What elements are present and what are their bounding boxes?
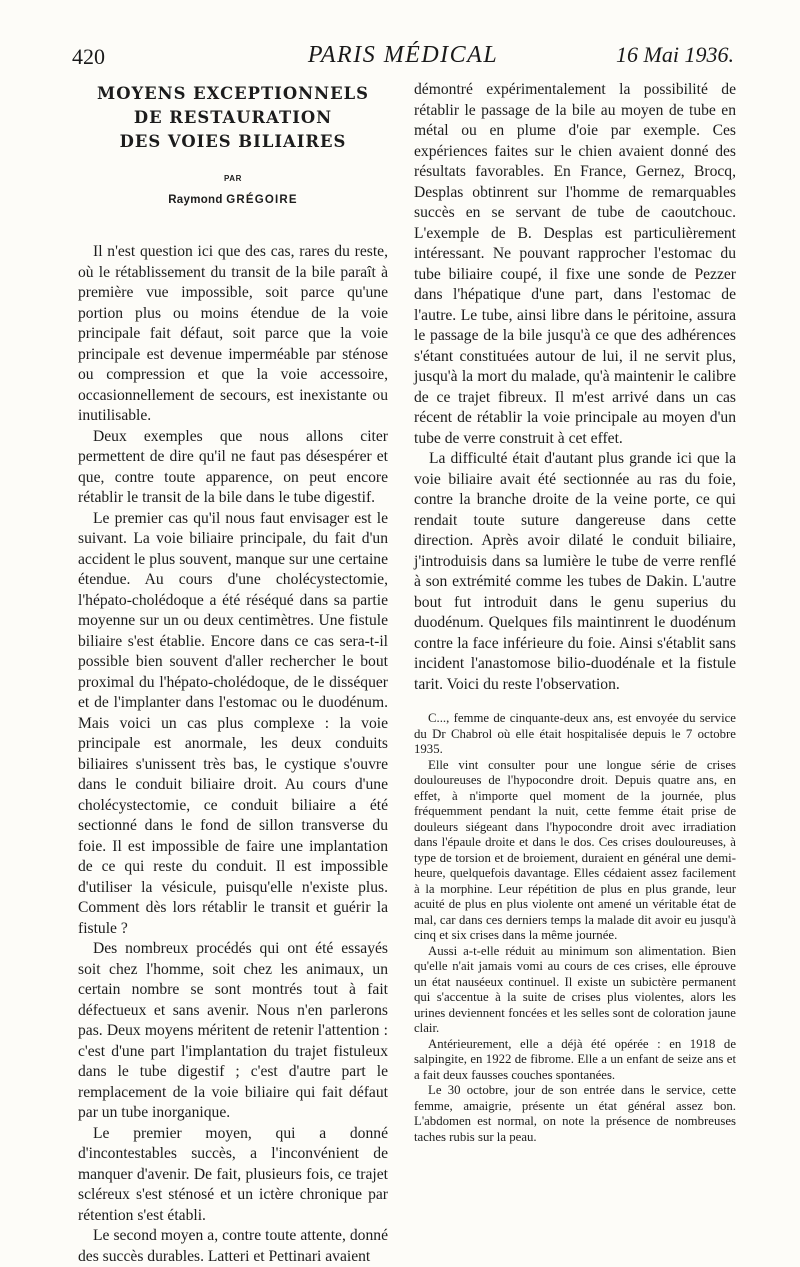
observation-paragraph: Aussi a-t-elle réduit au minimum son alimentation. Bien qu'elle n'ait jamais vomi au cours de ces crises, elle éprouve un état nauséeux continuel. Il existe un subictère permanent qui s'accentue à la suite de crises plus violentes, alors les urines deviennent foncées et les selles sont de coloration jaune clair. [414,943,736,1035]
page-number: 420 [72,44,105,69]
issue-date: 16 Mai 1936. [616,42,734,67]
body-paragraph: Le premier cas qu'il nous faut envisager est le suivant. La voie biliaire principale, du fait d'un accident le plus souvent, manque sur une certaine étendue. Au cours d'une cholécystectomie, l'hépato-cholédoque a été réséqué dans sa partie moyenne sur un ou deux centimètres. Une fistule biliaire s'est établie. Encore dans ce cas sera-t-il possible bien souvent d'aller rechercher le bout proximal du l'hépato-cholédoque, de le disséquer et de l'implanter dans l'estomac ou le duodénum. Mais voici un cas plus complexe : la voie principale est anormale, les deux conduits biliaires s'unissent très bas, le cystique s'ouvre dans le conduit biliaire droit. Au cours d'une cholécystectomie, ce conduit biliaire a été sectionné dans le fond de sillon transverse du foie. Il est impossible de faire une implantation de ce qui reste du conduit. Il est impossible d'utiliser la vésicule, puisqu'elle n'existe plus. Comment dès lors rétablir le transit et guérir la fistule ? [78,509,388,937]
byline-par: PAR [223,174,243,183]
author [78,194,388,206]
observation-paragraph: Antérieurement, elle a déjà été opérée : en 1918 de salpingite, en 1922 de fibrome. Elle a un enfant de seize ans et a fait deux fausses couches spontanées. [414,1036,736,1082]
title-line: DES VOIES BILIAIRES [119,132,347,151]
page-header [72,42,734,72]
body-paragraph: La difficulté était d'autant plus grande ici que la voie biliaire avait été sectionnée au ras du foie, contre la branche droite de la veine porte, ce qui rendait toute suture dangereuse dans cette direction. Après avoir dilaté le conduit biliaire, j'introduisis dans sa lumière le tube de verre renflé à son extrémité comme les tubes de Dakin. L'autre bout fut introduit dans le genu superius du duodénum. Quelques fils maintinrent le duodénum contre la face inférieure du foie. Ainsi s'établit sans incident l'anastomose bilio-duodénale et la fistule tarit. Voici du reste l'observation. [414,450,736,693]
body-paragraph: Deux exemples que nous allons citer permettent de dire qu'il ne faut pas désespérer et que, contre toute apparence, on peut encore rétablir le transit de la bile dans le tube digestif. [78,427,388,506]
observation [414,711,736,1145]
body-paragraph-continued: Le second moyen a, contre toute attente, donné des succès durables. Latteri et Pettinari avaient [78,1227,388,1265]
author-last-name: GRÉGOIRE [226,194,298,206]
observation-paragraph: Elle vint consulter pour une longue série de crises douloureuses de l'hypocondre droit. Depuis quatre ans, en effet, à n'importe quel moment de la journée, plus fréquemment pendant la nuit, cette femme était prise de douleurs siégeant dans l'hypocondre droit avec irradiation dans l'épaule droite et dans le dos. Ces crises douloureuses, à type de torsion et de broiement, duraient en général une demi-heure, quelquefois davantage. Elles cédaient assez facilement à la morphine. Leur répétition de plus en plus grande, leur acuité de plus en plus violente ont amené un véritable état de mal, car dans ces derniers temps la malade dit avoir eu jusqu'à cinq et six crises dans la même journée. [414,757,736,942]
body-paragraph-continuation: démontré expérimentalement la possibilité de rétablir le passage de la bile au moyen de tube en métal ou en plume d'oie par exemple. Ces expériences faites sur le chien avaient donné des résultats favorables. En France, Gernez, Brocq, Desplas obtinrent sur l'homme de remarquables succès en se servant de tube de caoutchouc. L'exemple de B. Desplas est particulièrement intéressant. Ne pouvant rapprocher l'estomac du tube biliaire coupé, il fixe une sonde de Pezzer dans l'hépatique d'une part, dans l'estomac de l'autre. Le tube, ainsi libre dans le péritoine, assura le passage de la bile jusqu'à ce que des adhérences s'étant constituées autour de lui, il ne servit plus, jusqu'à la mort du malade, qu'à maintenir le calibre de ce trajet fibreux. Il m'est arrivé dans un cas récent de rétablir la voie principale au moyen d'un tube de verre construit à cet effet. [414,81,736,447]
body-paragraph: Le premier moyen, qui a donné d'incontestables succès, a l'inconvénient de manquer d'avenir. De fait, plusieurs fois, ce trajet scléreux s'est sténosé et un ictère chronique par rétention s'est établi. [78,1124,388,1224]
observation-paragraph: C..., femme de cinquante-deux ans, est envoyée du service du Dr Chabrol où elle était hospitalisée depuis le 7 octobre 1935. [414,711,736,756]
left-column [78,80,388,1267]
observation-paragraph: Le 30 octobre, jour de son entrée dans le service, cette femme, amaigrie, présente un état général assez bon. L'abdomen est normal, on note la présence de nombreuses taches rubis sur la peau. [414,1083,736,1144]
body-paragraph: Des nombreux procédés qui ont été essayés soit chez l'homme, soit chez les animaux, un certain nombre se sont montrés tout à fait défectueux et sans avenir. Nous n'en parlerons pas. Deux moyens méritent de retenir l'attention : c'est d'une part l'implantation du trajet fistuleux dans le tube digestif ; c'est d'autre part le remplacement de la voie biliaire qui fait défaut par un tube inorganique. [78,940,388,1121]
journal-title: PARIS MÉDICAL [307,42,499,68]
title-line: DE RESTAURATION [133,108,333,127]
body-paragraph: Il n'est question ici que des cas, rares du reste, où le rétablissement du transit de la bile paraît à première vue impossible, soit parce qu'une portion plus ou moins étendue de la voie principale fait défaut, soit parce que la voie principale est devenue imperméable par sténose ou compression et que la voie accessoire, occasionnellement de secours, est inexistante ou inutilisable. [78,243,388,424]
author-first-name: Raymond [168,194,223,206]
title-line: MOYENS EXCEPTIONNELS [97,84,369,103]
right-column [414,80,736,1145]
article-title [78,80,388,154]
